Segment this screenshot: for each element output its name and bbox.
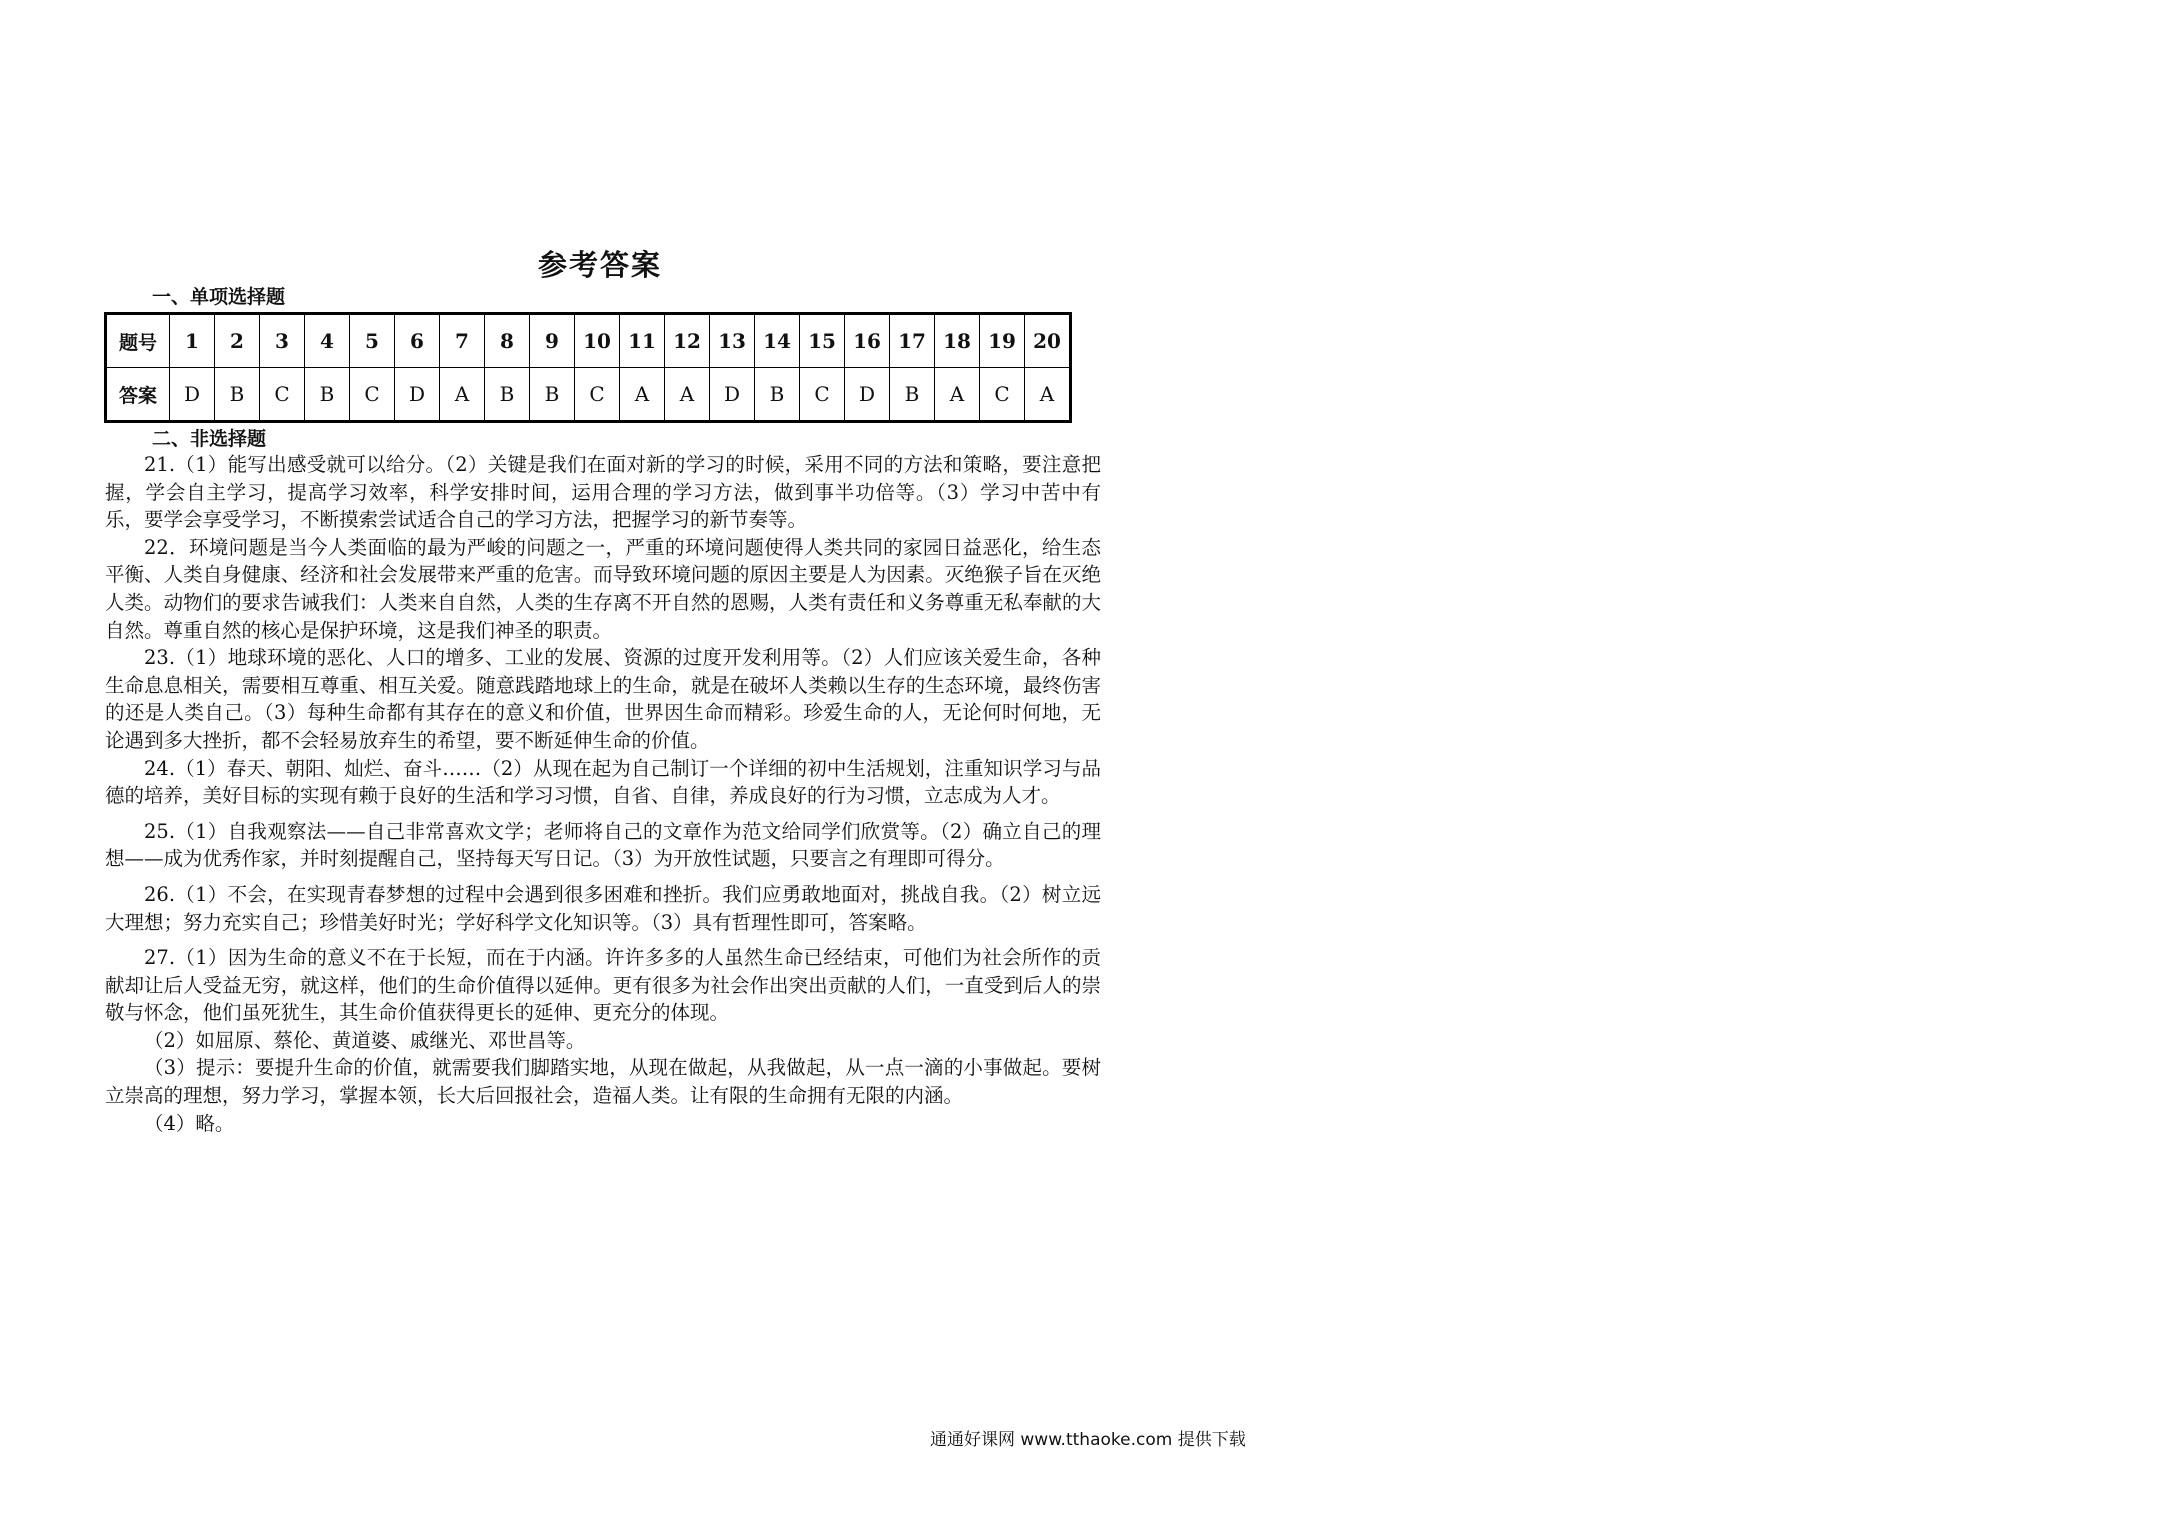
question-number: 1 (170, 314, 215, 368)
answer-cell: C (800, 368, 845, 422)
answer-cell: C (350, 368, 395, 422)
question-number: 8 (485, 314, 530, 368)
answer-cell: A (665, 368, 710, 422)
answer-paragraph-26: 26.（1）不会，在实现青春梦想的过程中会遇到很多困难和挫折。我们应勇敢地面对，挑战自我。（2）树立远大理想；努力充实自己；珍惜美好时光；学好科学文化知识等。（3）具有哲理性即可，答案略。 (105, 882, 1101, 934)
question-number: 3 (260, 314, 305, 368)
question-number: 15 (800, 314, 845, 368)
answer-cell: B (215, 368, 260, 422)
question-number: 9 (530, 314, 575, 368)
table-row-numbers (106, 314, 1071, 368)
question-number: 6 (395, 314, 440, 368)
answer-cell: C (980, 368, 1025, 422)
answer-cell: B (305, 368, 350, 422)
answer-table (104, 312, 1072, 423)
answer-paragraph-22: 22．环境问题是当今人类面临的最为严峻的问题之一，严重的环境问题使得人类共同的家园日益恶化，给生态平衡、人类自身健康、经济和社会发展带来严重的危害。而导致环境问题的原因主要是人为因素。灭绝猴子旨在灭绝人类。动物们的要求告诫我们：人类来自自然，人类的生存离不开自然的恩赐，人类有责任和义务尊重无私奉献的大自然。尊重自然的核心是保护环境，这是我们神圣的职责。 (105, 535, 1101, 642)
question-number: 5 (350, 314, 395, 368)
answer-cell: D (845, 368, 890, 422)
table-header-number: 题号 (106, 314, 170, 368)
answer-cell: C (575, 368, 620, 422)
table-header-answer: 答案 (106, 368, 170, 422)
question-number: 17 (890, 314, 935, 368)
answer-cell: B (890, 368, 935, 422)
answer-body (105, 451, 1101, 1137)
question-number: 12 (665, 314, 710, 368)
answer-cell: A (620, 368, 665, 422)
question-number: 11 (620, 314, 665, 368)
answer-cell: D (170, 368, 215, 422)
answer-cell: D (710, 368, 755, 422)
question-number: 20 (1025, 314, 1071, 368)
answer-paragraph-23: 23.（1）地球环境的恶化、人口的增多、工业的发展、资源的过度开发利用等。（2）人们应该关爱生命，各种生命息息相关，需要相互尊重、相互关爱。随意践踏地球上的生命，就是在破坏人类赖以生存的生态环境，最终伤害的还是人类自己。（3）每种生命都有其存在的意义和价值，世界因生命而精彩。珍爱生命的人，无论何时何地，无论遇到多大挫折，都不会轻易放弃生的希望，要不断延伸生命的价值。 (105, 646, 1101, 752)
question-number: 18 (935, 314, 980, 368)
question-number: 19 (980, 314, 1025, 368)
question-number: 7 (440, 314, 485, 368)
answer-paragraph-27-2: （2）如屈原、蔡伦、黄道婆、戚继光、邓世昌等。 (144, 1028, 586, 1052)
question-number: 16 (845, 314, 890, 368)
page-title: 参考答案 (537, 248, 662, 282)
question-number: 14 (755, 314, 800, 368)
answer-paragraph-21: 21.（1）能写出感受就可以给分。（2）关键是我们在面对新的学习的时候，采用不同的方法和策略，要注意把握，学会自主学习，提高学习效率，科学安排时间，运用合理的学习方法，做到事半功倍等。（3）学习中苦中有乐，要学会享受学习，不断摸索尝试适合自己的学习方法，把握学习的新节奏等。 (105, 453, 1101, 532)
section-heading-choice: 一、单项选择题 (152, 286, 286, 308)
answer-paragraph-27: 27.（1）因为生命的意义不在于长短，而在于内涵。许许多多的人虽然生命已经结束，可他们为社会所作的贡献却让后人受益无穷，就这样，他们的生命价值得以延伸。更有很多为社会作出突出贡献的人们，一直受到后人的崇敬与怀念，他们虽死犹生，其生命价值获得更长的延伸、更充分的体现。 (105, 946, 1101, 1025)
answer-cell: A (935, 368, 980, 422)
answer-cell: A (440, 368, 485, 422)
answer-cell: B (755, 368, 800, 422)
answer-cell: B (485, 368, 530, 422)
section-heading-open: 二、非选择题 (152, 428, 267, 450)
answer-paragraph-27-3: （3）提示：要提升生命的价值，就需要我们脚踏实地，从现在做起，从我做起，从一点一滴的小事做起。要树立崇高的理想，努力学习，掌握本领，长大后回报社会，造福人类。让有限的生命拥有无限的内涵。 (105, 1056, 1101, 1108)
answer-paragraph-27-4: （4）略。 (144, 1111, 235, 1135)
footer-source: 通通好课网 www.tthaoke.com 提供下载 (930, 1430, 1246, 1450)
question-number: 13 (710, 314, 755, 368)
question-number: 4 (305, 314, 350, 368)
answer-cell: A (1025, 368, 1071, 422)
answer-cell: C (260, 368, 305, 422)
question-number: 2 (215, 314, 260, 368)
answer-paragraph-24: 24.（1）春天、朝阳、灿烂、奋斗……（2）从现在起为自己制订一个详细的初中生活规划，注重知识学习与品德的培养，美好目标的实现有赖于良好的生活和学习习惯，自省、自律，养成良好的行为习惯，立志成为人才。 (105, 756, 1101, 808)
table-row-answers (106, 368, 1071, 422)
answer-cell: B (530, 368, 575, 422)
question-number: 10 (575, 314, 620, 368)
answer-cell: D (395, 368, 440, 422)
answer-paragraph-25: 25.（1）自我观察法——自己非常喜欢文学；老师将自己的文章作为范文给同学们欣赏等。（2）确立自己的理想——成为优秀作家，并时刻提醒自己，坚持每天写日记。（3）为开放性试题，只要言之有理即可得分。 (105, 819, 1101, 871)
